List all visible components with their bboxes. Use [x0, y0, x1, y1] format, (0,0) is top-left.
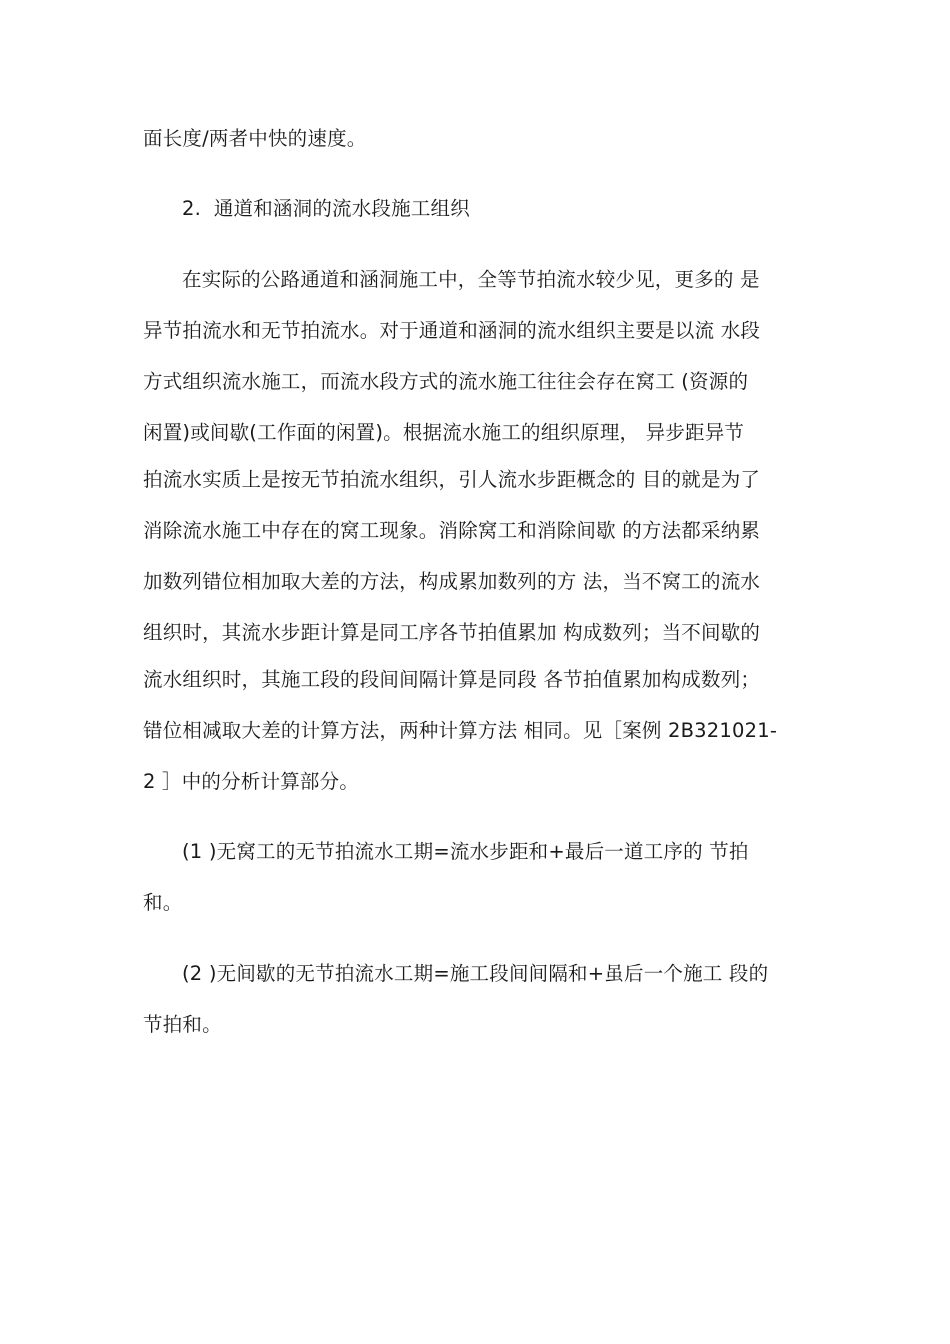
- paragraph-line: 异节拍流水和无节拍流水。对于通道和涵洞的流水组织主要是以流 水段: [143, 319, 761, 342]
- section-title: 通道和涵洞的流水段施工组织: [213, 197, 470, 220]
- paragraph-line: 2 ］中的分析计算部分。: [143, 770, 360, 793]
- paragraph-line: 消除流水施工中存在的窝工现象。消除窝工和消除间歇 的方法都采纳累: [143, 519, 761, 542]
- paragraph-line: 面长度/两者中快的速度。: [143, 127, 367, 150]
- paragraph-line: 拍流水实质上是按无节拍流水组织，引人流水步距概念的 目的就是为了: [143, 468, 761, 491]
- paragraph-line: 加数列错位相加取大差的方法，构成累加数列的方 法，当不窝工的流水: [143, 570, 761, 593]
- section-number: 2.: [182, 197, 202, 220]
- paragraph-line: (1 )无窝工的无节拍流水工期=流水步距和+最后一道工序的 节拍: [182, 840, 749, 863]
- paragraph-line: 闲置)或间歇(工作面的闲置)。根据流水施工的组织原理， 异步距异节: [143, 421, 745, 444]
- paragraph-line: 流水组织时，其施工段的段间间隔计算是同段 各节拍值累加构成数列；: [143, 668, 761, 691]
- paragraph-line: 节拍和。: [143, 1013, 222, 1036]
- paragraph-line: 在实际的公路通道和涵洞施工中，全等节拍流水较少见，更多的 是: [182, 268, 760, 291]
- paragraph-line: 错位相减取大差的计算方法，两种计算方法 相同。见［案例 2B321021-: [143, 719, 778, 742]
- paragraph-line: (2 )无间歇的无节拍流水工期=施工段间间隔和+虽后一个施工 段的: [182, 962, 769, 985]
- section-heading: [182, 197, 470, 221]
- paragraph-line: 和。: [143, 891, 183, 914]
- paragraph-line: 组织时，其流水步距计算是同工序各节拍值累加 构成数列；当不间歇的: [143, 621, 761, 644]
- paragraph-line: 方式组织流水施工，而流水段方式的流水施工往往会存在窝工 (资源的: [143, 370, 749, 393]
